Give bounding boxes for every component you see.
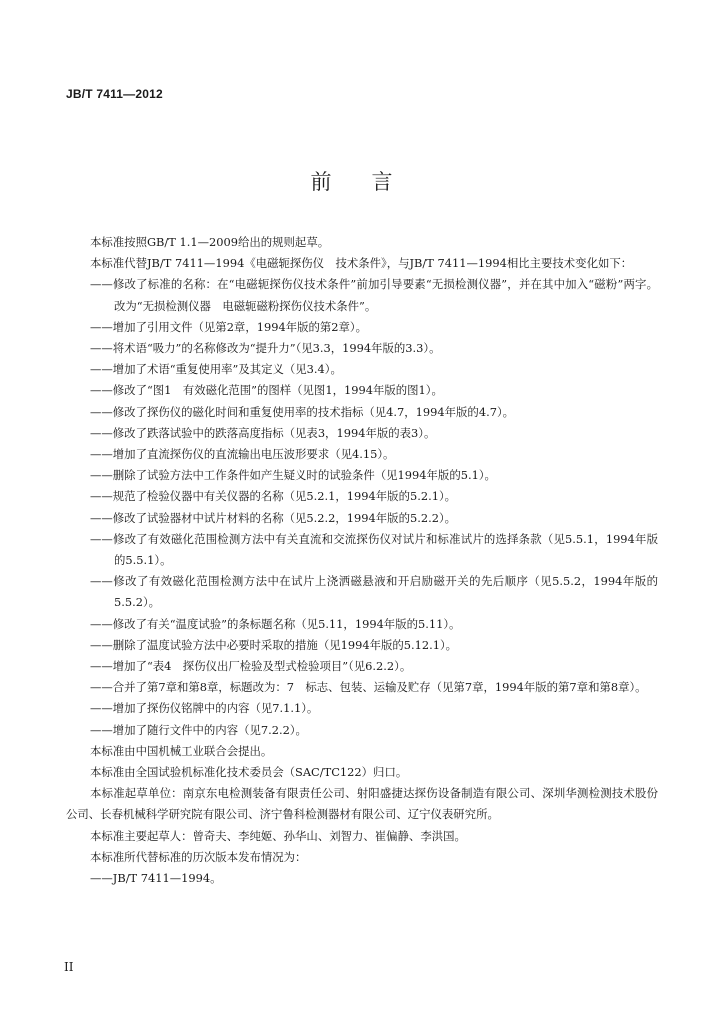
page-title (0, 166, 705, 196)
list-item: ——修改了“图1 有效磁化范围”的图样（见图1，1994年版的图1）。 (90, 383, 443, 398)
paragraph-committee: 本标准由全国试验机标准化技术委员会（SAC/TC122）归口。 (90, 765, 408, 780)
list-item: ——将术语“吸力”的名称修改为“提升力”（见3.3，1994年版的3.3）。 (90, 341, 441, 356)
list-item: ——增加了术语“重复使用率”及其定义（见3.4）。 (90, 362, 342, 377)
paragraph-drafting-rule: 本标准按照GB/T 1.1—2009给出的规则起草。 (90, 235, 330, 249)
list-item: ——增加了随行文件中的内容（见7.2.2）。 (90, 722, 307, 737)
list-item: ——修改了有效磁化范围检测方法中在试片上浇洒磁悬液和开启励磁开关的先后顺序（见5.5.2，1994年版的5.5.2）。 (90, 574, 658, 610)
standard-number: JB/T 7411—2012 (66, 87, 163, 101)
list-item: ——修改了有关“温度试验”的条标题名称（见5.11，1994年版的5.11）。 (90, 616, 461, 631)
foreword-body (66, 232, 658, 889)
list-item: ——修改了试验器材中试片材料的名称（见5.2.2，1994年版的5.2.2）。 (90, 510, 457, 525)
paragraph-proposer: 本标准由中国机械工业联合会提出。 (90, 743, 273, 758)
paragraph-drafting-units: 本标准起草单位：南京东电检测装备有限责任公司、射阳盛捷达探伤设备制造有限公司、深圳华测检测技术股份公司、长春机械科学研究院有限公司、济宁鲁科检测器材有限公司、辽宁仪表研究所。 (66, 786, 658, 822)
list-item: ——规范了检验仪器中有关仪器的名称（见5.2.1，1994年版的5.2.1）。 (90, 489, 457, 504)
list-item: ——修改了跌落试验中的跌落高度指标（见表3，1994年版的表3）。 (90, 425, 436, 440)
list-item: ——修改了标准的名称：在“电磁轭探伤仪技术条件”前加引导要素“无损检测仪器”，并在其中加入“磁粉”两字。改为“无损检测仪器 电磁轭磁粉探伤仪技术条件”。 (90, 277, 658, 313)
paragraph-history: 本标准所代替标准的历次版本发布情况为： (90, 849, 307, 864)
list-item: ——增加了“表4 探伤仪出厂检验及型式检验项目”（见6.2.2）。 (90, 659, 412, 674)
paragraph-drafters: 本标准主要起草人：曾奇夫、李纯姬、孙华山、刘智力、崔偏静、李洪国。 (90, 828, 466, 843)
list-item: ——修改了有效磁化范围检测方法中有关直流和交流探伤仪对试片和标准试片的选择条款（见5.5.1，1994年版的5.5.1）。 (90, 531, 658, 568)
list-item: ——增加了引用文件（见第2章，1994年版的第2章）。 (90, 319, 367, 334)
list-item: ——删除了温度试验方法中必要时采取的措施（见1994年版的5.12.1）。 (90, 637, 458, 652)
list-item: ——删除了试验方法中工作条件如产生疑义时的试验条件（见1994年版的5.1）。 (90, 468, 496, 483)
history-item: ——JB/T 7411—1994。 (90, 871, 222, 886)
page-number: II (64, 960, 74, 974)
list-item: ——修改了探伤仪的磁化时间和重复使用率的技术指标（见4.7，1994年版的4.7）。 (90, 404, 515, 419)
list-item: ——合并了第7章和第8章，标题改为：7 标志、包装、运输及贮存（见第7章，1994年版的第7章和第8章）。 (90, 680, 647, 695)
paragraph-replacement: 本标准代替JB/T 7411—1994《电磁轭探伤仪 技术条件》，与JB/T 7411—1994相比主要技术变化如下： (90, 256, 633, 271)
title-char-1: 前 (310, 170, 334, 194)
changes-list (66, 274, 658, 740)
title-char-2: 言 (371, 170, 395, 194)
list-item: ——增加了直流探伤仪的直流输出电压波形要求（见4.15）。 (90, 447, 395, 462)
list-item: ——增加了探伤仪铭牌中的内容（见7.1.1）。 (90, 701, 319, 716)
